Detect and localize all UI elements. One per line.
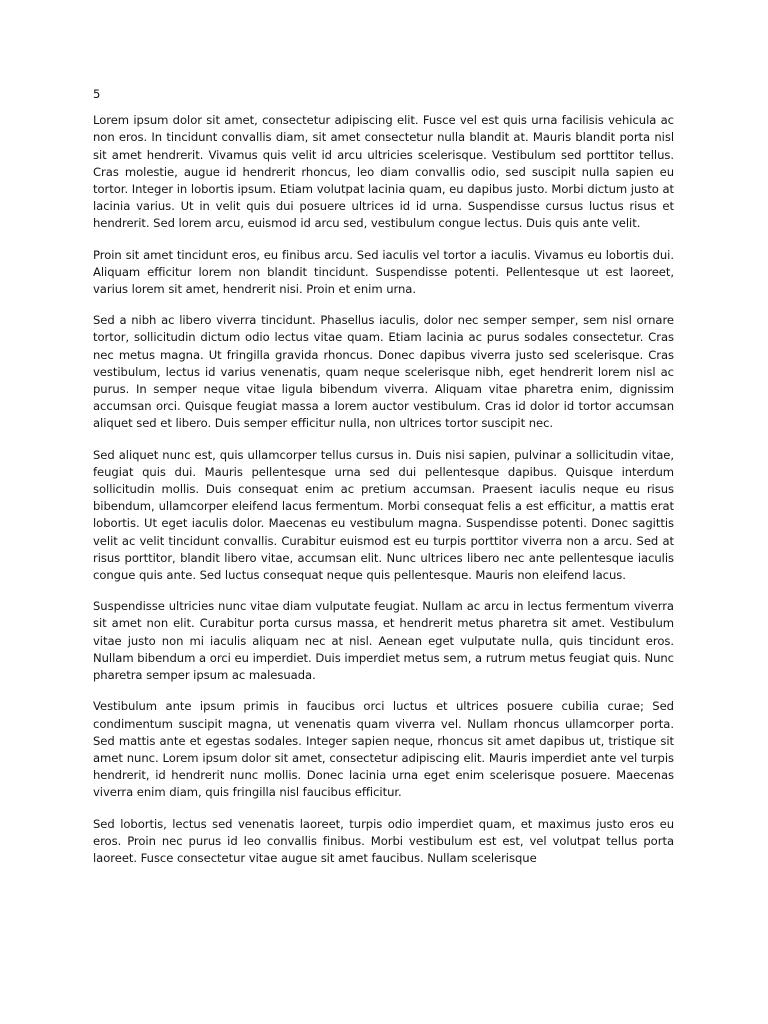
page-content xyxy=(93,86,674,932)
paragraph-2: Proin sit amet tincidunt eros, eu finibus arcu. Sed iaculis vel tortor a iaculis. Vivamus eu lobortis dui. Aliquam efficitur lorem non blandit tincidunt. Suspendisse potenti. Pellentesque ut est laoreet, varius lorem sit amet, hendrerit nisi. Proin et enim urna. xyxy=(93,247,674,297)
paragraph-4: Sed aliquet nunc est, quis ullamcorper tellus cursus in. Duis nisi sapien, pulvinar a sollicitudin vitae, feugiat quis dui. Mauris pellentesque urna sed dui pellentesque dapibus. Quisque interdum sollicitudin mollis. Duis consequat enim ac pretium accumsan. Praesent iaculis neque eu risus bibendum, ullamcorper eleifend lacus fermentum. Morbi consequat felis a est efficitur, a mattis erat lobortis. Ut eget iaculis dolor. Maecenas eu vestibulum magna. Suspendisse potenti. Donec sagittis velit ac velit tincidunt convallis. Curabitur euismod est eu turpis porttitor viverra non a arcu. Sed at risus porttitor, blandit libero vitae, accumsan elit. Nunc ultrices libero nec ante pellentesque iaculis congue quis ante. Sed luctus consequat neque quis pellentesque. Mauris non eleifend lacus. xyxy=(93,447,674,583)
paragraph-6: Vestibulum ante ipsum primis in faucibus orci luctus et ultrices posuere cubilia curae; Sed condimentum suscipit magna, ut venenatis quam viverra vel. Nullam rhoncus ullamcorper porta. Sed mattis ante et egestas sodales. Integer sapien neque, rhoncus sit amet dapibus ut, tristique sit amet nunc. Lorem ipsum dolor sit amet, consectetur adipiscing elit. Mauris imperdiet ante vel turpis hendrerit, id hendrerit nunc mollis. Donec lacinia urna eget enim scelerisque posuere. Maecenas viverra enim diam, quis fringilla nisl faucibus efficitur. xyxy=(93,699,674,800)
paragraph-5: Suspendisse ultricies nunc vitae diam vulputate feugiat. Nullam ac arcu in lectus fermentum viverra sit amet non elit. Curabitur porta cursus massa, et hendrerit metus pharetra sit amet. Vestibulum vitae justo non mi iaculis aliquam nec at nisl. Aenean eget vulputate nulla, quis tincidunt eros. Nullam bibendum a orci eu imperdiet. Duis imperdiet metus sem, a rutrum metus feugiat quis. Nunc pharetra semper ipsum ac malesuada. xyxy=(93,599,674,683)
paragraph-1: Lorem ipsum dolor sit amet, consectetur adipiscing elit. Fusce vel est quis urna facilisis vehicula ac non eros. In tincidunt convallis diam, sit amet consectetur nulla blandit at. Mauris blandit porta nisl sit amet hendrerit. Vivamus quis velit id arcu ultricies scelerisque. Vestibulum sed porttitor tellus. Cras molestie, augue id hendrerit rhoncus, leo diam convallis odio, sed suscipit nulla sapien eu tortor. Integer in lobortis ipsum. Etiam volutpat lacinia quam, eu dapibus justo. Morbi dictum justo at lacinia varius. Ut in velit quis dui posuere ultrices id id urna. Suspendisse cursus luctus risus et hendrerit. Sed lorem arcu, euismod id arcu sed, vestibulum congue lectus. Duis quis ante velit. xyxy=(93,113,674,231)
page-number: 5 xyxy=(93,87,101,101)
paragraph-7: Sed lobortis, lectus sed venenatis laoreet, turpis odio imperdiet quam, et maximus justo eros eu eros. Proin nec purus id leo convallis finibus. Morbi vestibulum est est, vel volutpat tellus porta laoreet. Fusce consectetur vitae augue sit amet faucibus. Nullam scelerisque xyxy=(93,816,674,865)
paragraph-3: Sed a nibh ac libero viverra tincidunt. Phasellus iaculis, dolor nec semper semper, sem nisl ornare tortor, sollicitudin dictum odio lectus vitae quam. Etiam lacinia ac purus sodales consectetur. Cras nec metus magna. Ut fringilla gravida rhoncus. Donec dapibus viverra justo sed scelerisque. Cras vestibulum, lectus id varius venenatis, quam neque scelerisque nibh, eget hendrerit lorem nisl ac purus. In semper neque vitae ligula bibendum viverra. Aliquam vitae pharetra enim, dignissim accumsan orci. Quisque feugiat massa a lorem auctor vestibulum. Cras id dolor id tortor accumsan aliquet sed et libero. Duis semper efficitur nulla, non ultrices tortor suscipit nec. xyxy=(93,313,674,431)
